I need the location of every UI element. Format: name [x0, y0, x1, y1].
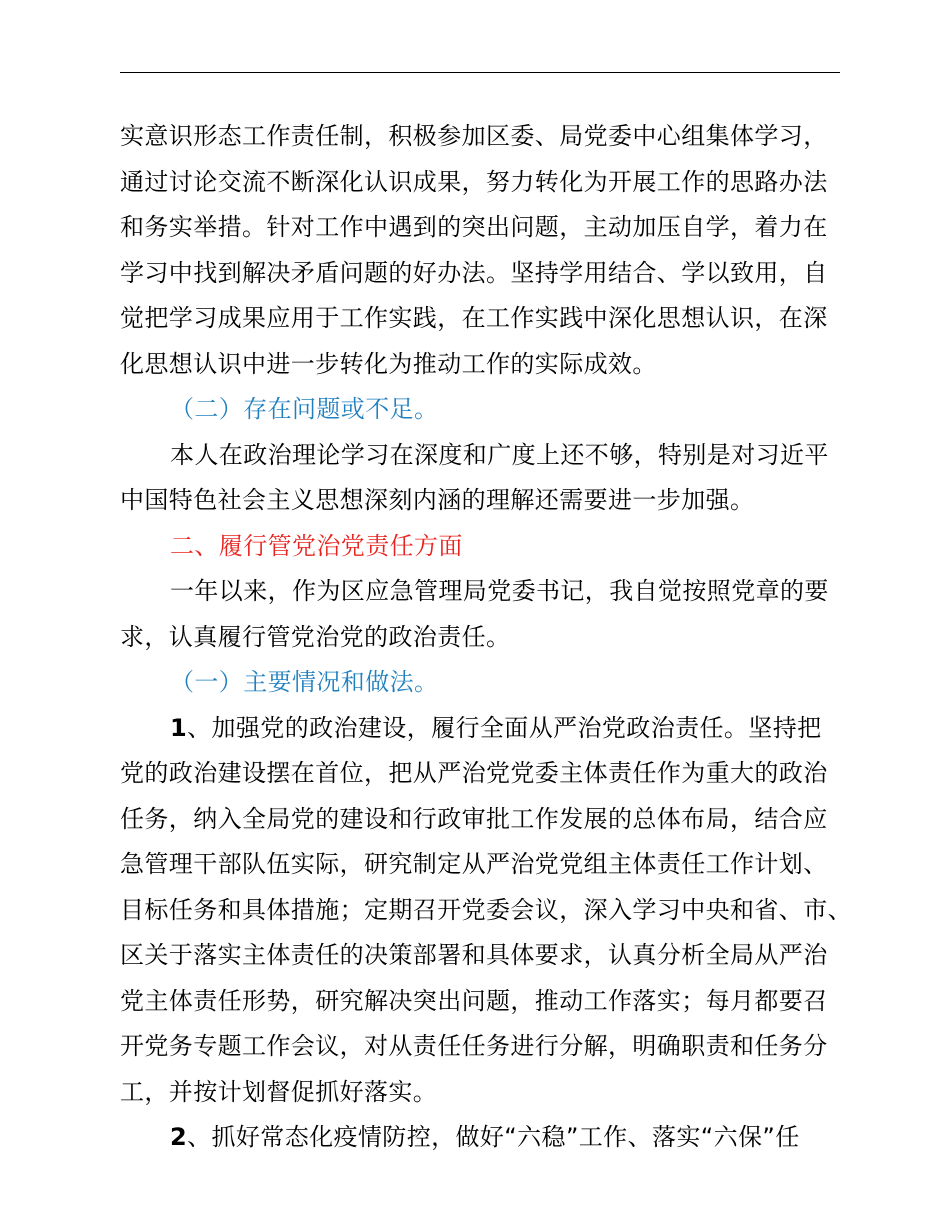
- paragraph-line: 中国特色社会主义思想深刻内涵的理解还需要进一步加强。: [120, 486, 755, 514]
- paragraph-line: 党的政治建设摆在首位，把从严治党党委主体责任作为重大的政治: [120, 759, 828, 787]
- paragraph-line-item-1: [120, 706, 848, 752]
- item-number: 1: [170, 713, 188, 742]
- paragraph-line: 本人在政治理论学习在深度和广度上还不够，特别是对习近平: [170, 440, 829, 469]
- paragraph-line-item-2: [120, 1115, 848, 1161]
- paragraph-line: 党主体责任形势，研究解决突出问题，推动工作落实；每月都要召: [120, 986, 828, 1015]
- section-heading-problems: （二）存在问题或不足。: [170, 395, 439, 423]
- paragraph-line: 和务实举措。针对工作中遇到的突出问题，主动加压自学，着力在: [120, 213, 828, 241]
- paragraph-line: 任务，纳入全局党的建设和行政审批工作发展的总体布局，结合应: [120, 804, 828, 833]
- paragraph-line: 一年以来，作为区应急管理局党委书记，我自觉按照党章的要: [170, 577, 829, 605]
- paragraph-line: 通过讨论交流不断深化认识成果，努力转化为开展工作的思路办法: [120, 167, 828, 196]
- document-body: [120, 114, 852, 1161]
- paragraph-line: 急管理干部队伍实际，研究制定从严治党党组主体责任工作计划、: [120, 850, 828, 878]
- paragraph-line: 开党务专题工作会议，对从责任任务进行分解，明确职责和任务分: [120, 1032, 828, 1060]
- paragraph-line: 化思想认识中进一步转化为推动工作的实际成效。: [120, 349, 657, 378]
- paragraph-line: 觉把学习成果应用于工作实践，在工作实践中深化思想认识，在深: [120, 304, 828, 332]
- paragraph-line: 目标任务和具体措施；定期召开党委会议，深入学习中央和省、市、: [120, 895, 852, 924]
- paragraph-line: 实意识形态工作责任制，积极参加区委、局党委中心组集体学习，: [120, 122, 828, 150]
- header-rule: [120, 72, 840, 73]
- paragraph-line: 工，并按计划督促抓好落实。: [120, 1077, 438, 1106]
- section-heading-main-situation: （一）主要情况和做法。: [170, 668, 439, 696]
- paragraph-line: 区关于落实主体责任的决策部署和具体要求，认真分析全局从严治: [120, 941, 828, 969]
- item-number: 2: [170, 1123, 188, 1151]
- item-text: 、抓好常态化疫情防控，做好“六稳”工作、落实“六保”任: [187, 1123, 800, 1151]
- paragraph-line: 学习中找到解决矛盾问题的好办法。坚持学用结合、学以致用，自: [120, 258, 828, 287]
- item-text: 、加强党的政治建设，履行全面从严治党政治责任。坚持把: [187, 713, 822, 742]
- section-heading-party-responsibility: 二、履行管党治党责任方面: [170, 531, 463, 560]
- paragraph-line: 求，认真履行管党治党的政治责任。: [120, 622, 511, 651]
